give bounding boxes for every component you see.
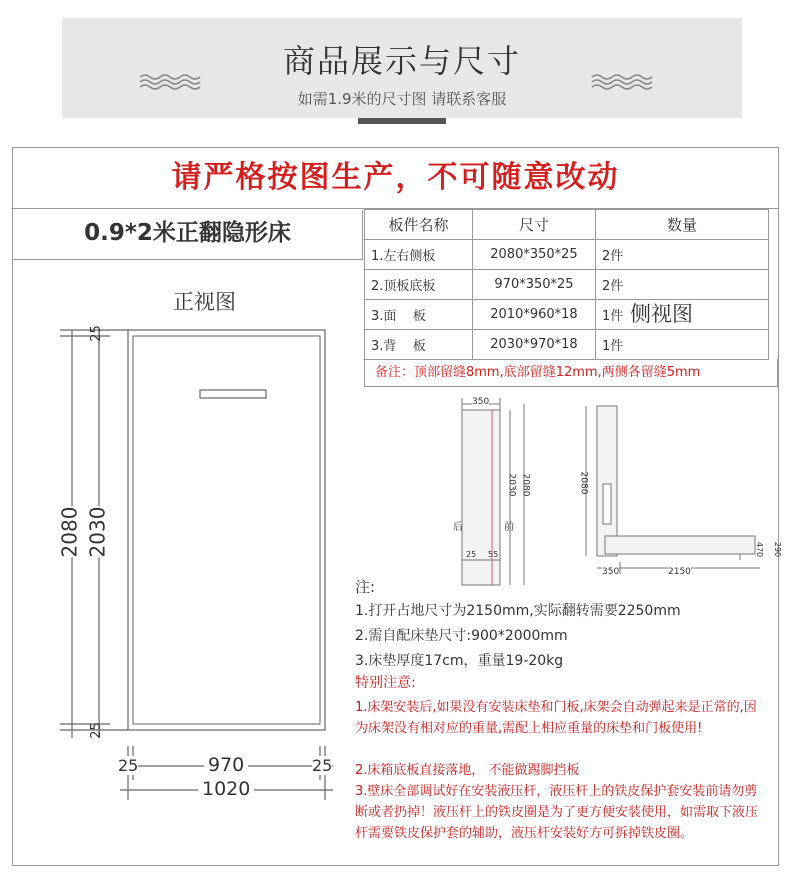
part-name: 3.面 板 bbox=[365, 300, 473, 330]
dim-inner-height: 2030 bbox=[85, 506, 110, 558]
section-dim-outer-h: 2080 bbox=[520, 473, 531, 497]
part-name: 2.顶板底板 bbox=[365, 270, 473, 300]
part-size: 2010*960*18 bbox=[473, 300, 596, 330]
part-qty: 2件 bbox=[596, 270, 769, 300]
section-back-label: 后 bbox=[453, 522, 463, 533]
side-dim-b: 290 bbox=[773, 541, 783, 558]
dim-inner-width: 970 bbox=[204, 754, 248, 776]
special-notes-title: 特别注意: bbox=[355, 675, 416, 691]
special-note-item: 3.壁床全部调试好在安装液压杆，液压杆上的铁皮保护套安装前请勿剪断或者扔掉！液压杆上的铁皮圈是为了更方便安装使用，如需取下液压杆需要铁皮保护套的辅助，液压杆安装好方可拆掉铁皮圈。 bbox=[355, 784, 759, 841]
special-note-item: 1.床架安装后,如果没有安装床垫和门板,床架会自动弹起来是正常的,因为床架没有相对应的重量,需配上相应重量的床垫和门板使用! bbox=[355, 700, 757, 736]
note-item: 1.打开占地尺寸为2150mm,实际翻转需要2250mm bbox=[355, 603, 681, 619]
side-view-label: 侧视图 bbox=[630, 302, 693, 326]
header-subtitle: 如需1.9米的尺寸图 请联系客服 bbox=[297, 90, 507, 108]
side-dim-height: 2080 bbox=[578, 471, 589, 495]
side-dim-a: 470 bbox=[755, 541, 765, 558]
part-qty: 2件 bbox=[596, 240, 769, 270]
part-qty: 1件 bbox=[596, 300, 769, 330]
part-size: 970*350*25 bbox=[473, 270, 596, 300]
dim-bottom-gap: 25 bbox=[88, 722, 104, 739]
note-item: 3.床垫厚度17cm，重量19-20kg bbox=[355, 653, 564, 669]
dim-outer-height: 2080 bbox=[57, 506, 82, 558]
section-dim-d1: 25 bbox=[466, 550, 477, 559]
section-front-label: 前 bbox=[504, 522, 514, 533]
part-size: 2080*350*25 bbox=[473, 240, 596, 270]
side-dim-base: 350 bbox=[602, 567, 620, 577]
col-header-name: 板件名称 bbox=[365, 210, 473, 240]
part-size: 2030*970*18 bbox=[473, 330, 596, 360]
dim-right-gap: 25 bbox=[312, 756, 333, 775]
dim-left-gap: 25 bbox=[118, 756, 139, 775]
col-header-qty: 数量 bbox=[596, 210, 769, 240]
part-name: 1.左右侧板 bbox=[365, 240, 473, 270]
col-header-size: 尺寸 bbox=[473, 210, 596, 240]
side-dim-extend: 2150 bbox=[668, 567, 691, 577]
section-dim-width: 350 bbox=[472, 397, 490, 407]
note-item: 2.需自配床垫尺寸:900*2000mm bbox=[355, 628, 568, 644]
front-view-label: 正视图 bbox=[173, 290, 236, 314]
part-name: 3.背 板 bbox=[365, 330, 473, 360]
special-note-item: 2.床箱底板直接落地， 不能做踢脚挡板 bbox=[355, 763, 580, 778]
section-dim-d2: 55 bbox=[488, 550, 499, 559]
model-name: 0.9*2米正翻隐形床 bbox=[13, 210, 363, 260]
dim-outer-width: 1020 bbox=[198, 778, 254, 800]
section-dim-inner-h: 2030 bbox=[506, 473, 517, 497]
gap-remark: 备注：顶部留缝8mm,底部留缝12mm,两侧各留缝5mm bbox=[364, 359, 778, 387]
header-title: 商品展示与尺寸 bbox=[282, 42, 521, 80]
part-qty: 1件 bbox=[596, 330, 769, 360]
dim-top-gap: 25 bbox=[88, 325, 104, 342]
production-notice: 请严格按图生产，不可随意改动 bbox=[13, 148, 778, 209]
notes-title: 注: bbox=[355, 578, 376, 596]
